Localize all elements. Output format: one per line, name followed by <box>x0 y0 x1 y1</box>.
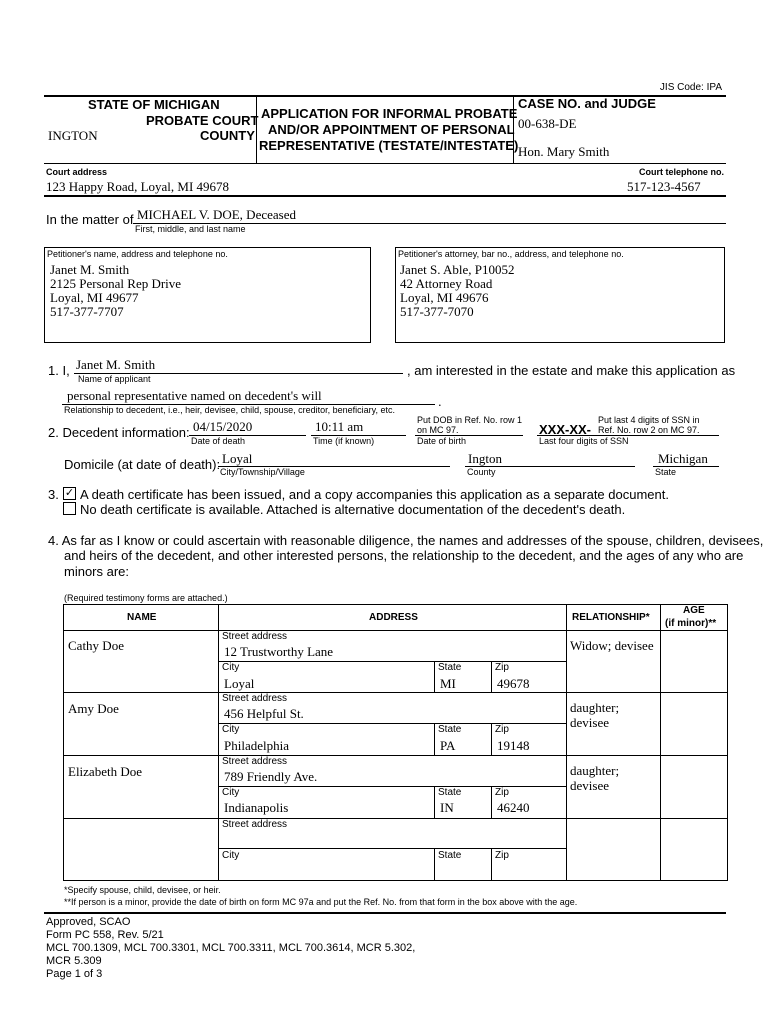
applicant-name[interactable]: Janet M. Smith <box>76 357 156 372</box>
no-certificate-checkbox[interactable] <box>63 502 76 515</box>
row2-city[interactable]: Philadelphia <box>224 738 289 753</box>
row3-state-label: State <box>438 787 462 798</box>
court-address-value[interactable]: 123 Happy Road, Loyal, MI 49678 <box>46 179 230 194</box>
row3-street-rule <box>218 786 566 787</box>
header-divider-left <box>256 95 257 163</box>
dob-note: Put DOB in Ref. No. row 1 on MC 97. <box>417 415 523 435</box>
table-left <box>63 604 64 880</box>
row2-state-label: State <box>438 724 462 735</box>
row1-relationship[interactable]: Widow; devisee <box>570 638 654 653</box>
footer-rule <box>44 912 726 914</box>
dod-label: Date of death <box>191 436 246 446</box>
relationship-label: Relationship to decedent, i.e., heir, devisee, child, spouse, creditor, beneficiary, etc. <box>64 405 396 415</box>
relationship-period: . <box>438 394 442 409</box>
row2-relationship-line1[interactable]: daughter; <box>570 700 620 715</box>
header-age-note: (if minor)** <box>665 618 717 629</box>
form-title-line2: AND/OR APPOINTMENT OF PERSONAL <box>268 122 515 137</box>
state-title: STATE OF MICHIGAN <box>88 97 220 112</box>
court-rule <box>44 195 726 197</box>
item1-text: , am interested in the estate and make this application as <box>407 363 736 378</box>
domicile-city[interactable]: Loyal <box>222 451 253 466</box>
row4-street-rule <box>218 848 566 849</box>
row4-state-label: State <box>438 850 462 861</box>
case-number[interactable]: 00-638-DE <box>518 116 577 131</box>
jis-code: JIS Code: IPA <box>659 82 722 93</box>
footer-approved: Approved, SCAO <box>46 916 131 928</box>
death-certificate-text: A death certificate has been issued, and a copy accompanies this application as a separate document. <box>80 487 669 502</box>
matter-value[interactable]: MICHAEL V. DOE, Deceased <box>137 207 296 222</box>
domicile-state-label: State <box>655 467 677 477</box>
row3-zip-label: Zip <box>495 787 509 798</box>
row3-relationship-line1[interactable]: daughter; <box>570 763 620 778</box>
row2-street[interactable]: 456 Helpful St. <box>224 706 304 721</box>
row1-zip-divider <box>491 661 492 692</box>
court-line2: COUNTY <box>200 128 255 143</box>
row3-zip-divider <box>491 786 492 818</box>
row2-zip[interactable]: 19148 <box>497 738 530 753</box>
row1-city[interactable]: Loyal <box>224 676 255 691</box>
no-certificate-text: No death certificate is available. Attached is alternative documentation of the decedent's death. <box>80 502 626 517</box>
attorney-street: 42 Attorney Road <box>400 276 493 291</box>
table-right <box>727 604 728 880</box>
row1-street[interactable]: 12 Trustworthy Lane <box>224 644 334 659</box>
court-line1: PROBATE COURT <box>146 113 259 128</box>
footer-form-number: Form PC 558, Rev. 5/21 <box>46 929 164 941</box>
time-of-death[interactable]: 10:11 am <box>315 419 364 434</box>
matter-sublabel: First, middle, and last name <box>135 224 246 234</box>
petitioner-street: 2125 Personal Rep Drive <box>50 276 182 291</box>
row1-state-label: State <box>438 662 462 673</box>
applicant-label: Name of applicant <box>78 374 151 384</box>
ssn-prefix: XXX-XX- <box>539 422 592 437</box>
header-address: ADDRESS <box>369 612 418 623</box>
header-age: AGE <box>683 605 705 616</box>
row4-street-label: Street address <box>222 819 288 830</box>
domicile-county[interactable]: Ington <box>468 451 502 466</box>
petitioner-phone: 517-377-7707 <box>50 304 124 319</box>
row1-name[interactable]: Cathy Doe <box>68 638 124 653</box>
attorney-info[interactable] <box>400 263 514 319</box>
time-label: Time (if known) <box>313 436 375 446</box>
form-title-line1: APPLICATION FOR INFORMAL PROBATE <box>261 106 518 121</box>
item4-line2: and heirs of the decedent, and other interested persons, the relationship to the decedent, and the ages of any who are <box>64 548 744 563</box>
footer-rule-ref: MCR 5.309 <box>46 955 102 967</box>
domicile-county-label: County <box>467 467 496 477</box>
row3-street[interactable]: 789 Friendly Ave. <box>224 769 318 784</box>
row4-state-divider <box>434 848 435 880</box>
header-relationship: RELATIONSHIP* <box>572 612 650 623</box>
item1-prefix: 1. I, <box>48 363 70 378</box>
relationship-value[interactable]: personal representative named on decedent's will <box>67 388 322 403</box>
court-phone-label: Court telephone no. <box>639 167 724 177</box>
attorney-name: Janet S. Able, P10052 <box>400 262 515 277</box>
date-of-death[interactable]: 04/15/2020 <box>193 419 253 434</box>
form-footer <box>46 916 415 981</box>
petitioner-city: Loyal, MI 49677 <box>50 290 139 305</box>
row4-city-label: City <box>222 850 240 861</box>
domicile-city-label: City/Township/Village <box>220 467 305 477</box>
row1-zip-label: Zip <box>495 662 509 673</box>
petitioner-name: Janet M. Smith <box>50 262 130 277</box>
row4-zip-divider <box>491 848 492 880</box>
item4-line3: minors are: <box>64 564 130 579</box>
row3-city[interactable]: Indianapolis <box>224 800 289 815</box>
row3-bottom <box>63 818 728 819</box>
row2-zip-divider <box>491 723 492 755</box>
row3-relationship-line2[interactable]: devisee <box>570 778 609 793</box>
col-name-right <box>218 604 219 880</box>
court-address-label: Court address <box>46 167 108 177</box>
case-label: CASE NO. and JUDGE <box>518 96 656 111</box>
row1-city-label: City <box>222 662 240 673</box>
footnote-age: **If person is a minor, provide the date of birth on form MC 97a and put the Ref. No. from that form in the box above with the age. <box>64 897 578 907</box>
table-top <box>63 604 728 605</box>
dob-label: Date of birth <box>417 436 467 446</box>
footer-page-number: Page 1 of 3 <box>46 968 103 980</box>
footnote-relationship: *Specify spouse, child, devisee, or heir. <box>64 885 221 895</box>
row2-relationship-line2[interactable]: devisee <box>570 715 609 730</box>
attorney-city: Loyal, MI 49676 <box>400 290 489 305</box>
death-certificate-checkbox[interactable]: ✓ <box>64 487 75 499</box>
item4-line1: 4. As far as I know or could ascertain with reasonable diligence, the names and addresses of the spouse, children, devisees, <box>48 533 764 548</box>
row2-zip-label: Zip <box>495 724 509 735</box>
attorney-label: Petitioner's attorney, bar no., address, and telephone no. <box>398 249 624 259</box>
row2-street-rule <box>218 723 566 724</box>
row3-name[interactable]: Elizabeth Doe <box>68 764 142 779</box>
row1-state[interactable]: MI <box>440 676 456 691</box>
row2-city-label: City <box>222 724 240 735</box>
row2-name[interactable]: Amy Doe <box>68 701 119 716</box>
judge-name[interactable]: Hon. Mary Smith <box>518 144 610 159</box>
row2-state-divider <box>434 723 435 755</box>
item3-number: 3. <box>48 487 59 502</box>
row1-street-rule <box>218 661 566 662</box>
attorney-phone: 517-377-7070 <box>400 304 474 319</box>
row4-zip-label: Zip <box>495 850 509 861</box>
row2-bottom <box>63 755 728 756</box>
col-rel-right <box>660 604 661 880</box>
petitioner-info[interactable] <box>50 263 181 319</box>
matter-label: In the matter of <box>46 212 134 227</box>
row2-street-label: Street address <box>222 693 288 704</box>
row3-street-label: Street address <box>222 756 288 767</box>
court-phone-value[interactable]: 517-123-4567 <box>627 179 701 194</box>
row3-city-label: City <box>222 787 240 798</box>
header-divider-right <box>513 95 514 163</box>
table-header-bottom <box>63 630 728 631</box>
row1-bottom <box>63 692 728 693</box>
row1-street-label: Street address <box>222 631 288 642</box>
row1-state-divider <box>434 661 435 692</box>
county-value: INGTON <box>48 128 98 143</box>
domicile-label: Domicile (at date of death): <box>64 457 221 472</box>
form-title-line3: REPRESENTATIVE (TESTATE/INTESTATE) <box>259 138 519 153</box>
ssn-label: Last four digits of SSN <box>539 436 629 446</box>
domicile-state[interactable]: Michigan <box>658 451 708 466</box>
petitioner-label: Petitioner's name, address and telephone no. <box>47 249 228 259</box>
row4-bottom <box>63 880 728 881</box>
col-address-right <box>566 604 567 880</box>
row3-state-divider <box>434 786 435 818</box>
row3-zip[interactable]: 46240 <box>497 800 530 815</box>
header-bottom-rule <box>44 163 726 164</box>
row1-zip[interactable]: 49678 <box>497 676 530 691</box>
footer-statutes: MCL 700.1309, MCL 700.3301, MCL 700.3311, MCL 700.3614, MCR 5.302, <box>46 942 416 954</box>
testimony-note: (Required testimony forms are attached.) <box>64 593 228 603</box>
decedent-info-label: 2. Decedent information: <box>48 425 190 440</box>
row3-state[interactable]: IN <box>440 800 454 815</box>
row2-state[interactable]: PA <box>440 738 456 753</box>
header-name: NAME <box>127 612 157 623</box>
ssn-note: Put last 4 digits of SSN in Ref. No. row 2 on MC 97. <box>598 415 700 435</box>
